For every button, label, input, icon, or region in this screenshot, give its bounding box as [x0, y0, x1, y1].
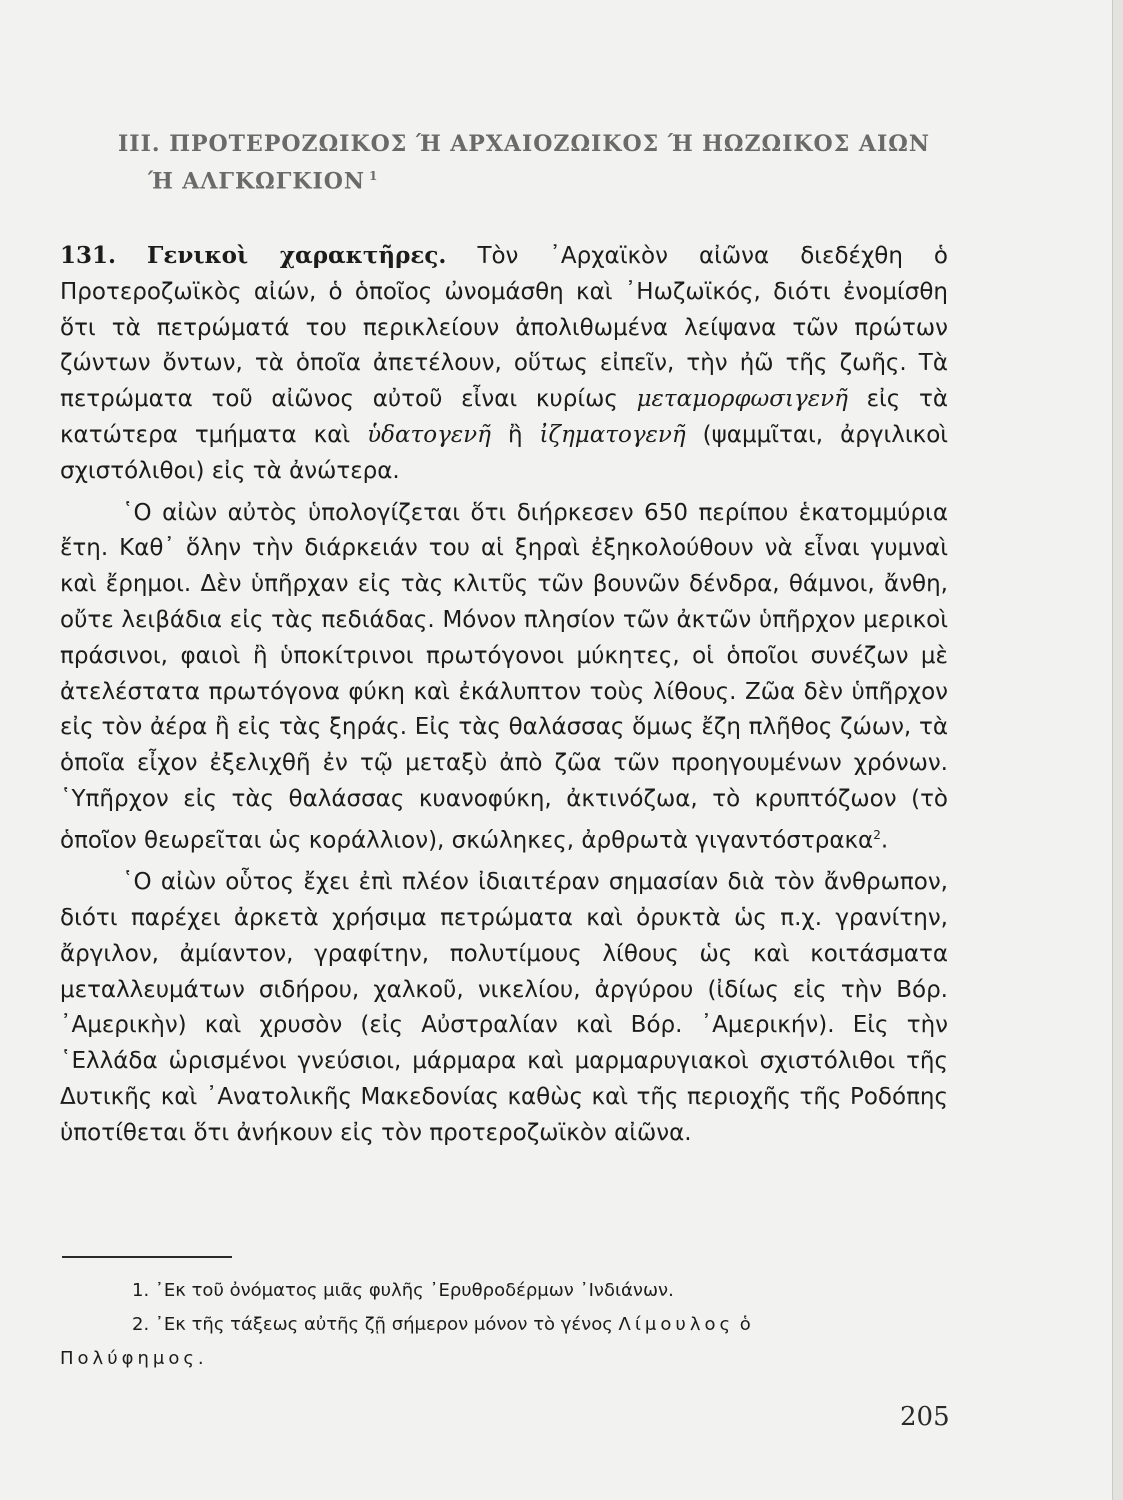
term-metamorphic: μεταμορφωσιγενῆ	[636, 386, 848, 413]
paragraph-3-text: ῾Ο αἰὼν οὗτος ἔχει ἐπὶ πλέον ἰδιαιτέραν σημασίαν διὰ τὸν ἄνθρωπον, διότι παρέχει ἀρκετὰ χρήσιμα πετρώματα καὶ ὀρυκτὰ ὡς π.χ. γρανίτην, ἄργιλον, ἀμίαντον, γραφίτην, πολυτίμους λίθους ὡς καὶ κοιτάσματα μεταλλευμάτων σιδήρου, χαλκοῦ, νικελίου, ἀργύρου (ἰδίως εἰς τὴν Βόρ. ᾿Αμερικὴν) καὶ χρυσὸν (εἰς Αὐστραλίαν καὶ Βόρ. ᾿Αμερικήν). Εἰς τὴν ῾Ελλάδα ὡρισμένοι γνεύσιοι, μάρμαρα καὶ μαρμαρυγιακοὶ σχιστόλιθοι τῆς Δυτικῆς καὶ ᾿Ανατολικῆς Μακεδονίας καθὼς καὶ τῆς περιοχῆς τῆς Ροδόπης ὑποτίθεται ὅτι ἀνήκουν εἰς τὸν προτεροζωϊκὸν αἰῶνα.	[60, 869, 948, 1146]
section-heading: Γενικοὶ χαρακτῆρες.	[147, 242, 447, 269]
footnote-divider	[62, 1256, 232, 1258]
paragraph-2-text: ῾Ο αἰὼν αὐτὸς ὑπολογίζεται ὅτι διήρκεσεν 650 περίπου ἑκατομμύρια ἔτη. Καθ᾿ ὅλην τὴν διάρκειάν του αἱ ξηραὶ ἐξηκολούθουν νὰ εἶναι γυμναὶ καὶ ἔρημοι. Δὲν ὑπῆρχαν εἰς τὰς κλιτῦς τῶν βουνῶν δένδρα, θάμνοι, ἄνθη, οὔτε λειβάδια εἰς τὰς πεδιάδας. Μόνον πλησίον τῶν ἀκτῶν ὑπῆρχον μερικοὶ πράσινοι, φαιοὶ ἢ ὑποκίτρινοι πρωτόγονοι μύκητες, οἱ ὁποῖοι συνέζων μὲ ἀτελέστατα πρωτόγονα φύκη καὶ ἐκάλυπτον τοὺς λίθους. Ζῶα δὲν ὑπῆρχον εἰς τὸν ἀέρα ἢ εἰς τὰς ξηράς. Εἰς τὰς θαλάσσας ὅμως ἔζη πλῆθος ζώων, τὰ ὁποῖα εἶχον ἐξελιχθῆ ἐν τῷ μεταξὺ ἀπὸ ζῶα τῶν προηγουμένων χρόνων. ῾Υπῆρχον εἰς τὰς θαλάσσας κυανοφύκη, ἀκτινόζωα, τὸ κρυπτόζωον (τὸ ὁποῖον θεωρεῖται ὡς κοράλλιον), σκώληκες, ἀρθρωτὰ γιγαντόστρακα	[60, 499, 948, 854]
footnote-2-genus: Λίμουλος	[618, 1314, 735, 1335]
footnote-2-species: Πολύφημος.	[60, 1348, 208, 1369]
chapter-title-line-2	[118, 160, 958, 197]
page-edge	[1112, 0, 1123, 1500]
footnotes	[60, 1274, 948, 1376]
footnote-2	[60, 1308, 948, 1342]
paragraph-1-text-c: ἢ	[507, 421, 523, 448]
paragraph-1-text-d: (ψαμμῖται, ἀργιλικοὶ σχιστόλιθοι) εἰς τὰ ἀνώτερα.	[60, 421, 949, 484]
footnote-2-text: 2. ᾿Εκ τῆς τάξεως αὐτῆς ζῇ σήμερον μόνον τὸ γένος	[132, 1314, 613, 1335]
paragraph-1-text-b: εἰς τὰ κατώτερα τμήματα καὶ	[60, 386, 948, 448]
chapter-title-line-1: III. ΠΡΟΤΕΡΟΖΩΙΚΟΣ Ή ΑΡΧΑΙΟΖΩΙΚΟΣ Ή ΗΩΖΩΙΚΟΣ ΑΙΩΝ	[118, 131, 930, 157]
paragraph-2-end: .	[880, 827, 889, 854]
footnote-2-article: ὁ	[739, 1314, 751, 1335]
paragraph-1-text-a: Τὸν ᾿Αρχαϊκὸν αἰῶνα διεδέχθη ὁ Προτεροζωϊκὸς αἰών, ὁ ὁποῖος ὠνομάσθη καὶ ᾿Ηωζωϊκός, διότι ἐνομίσθη ὅτι τὰ πετρώματά του περικλείουν ἀπολιθωμένα λείψανα τῶν πρώτων ζώντων ὄντων, τὰ ὁποῖα ἀπετέλουν, οὕτως εἰπεῖν, τὴν ἠῶ τῆς ζωῆς. Τὰ πετρώματα τοῦ αἰῶνος αὐτοῦ εἶναι κυρίως	[60, 243, 949, 413]
paragraph-1	[60, 238, 948, 490]
chapter-title	[118, 128, 958, 197]
term-sedimentary: ἰζηματογενῆ	[539, 421, 686, 448]
footnote-ref-2: 2	[873, 827, 881, 842]
term-aqueous: ὑδατογενῆ	[367, 421, 491, 448]
paragraph-2	[60, 496, 948, 860]
paragraph-3	[60, 865, 948, 1151]
page-number: 205	[900, 1402, 950, 1432]
main-text	[60, 238, 948, 1152]
chapter-title-line-2-text: Ή ΑΛΓΚΩΓΚΙΟΝ	[148, 168, 366, 195]
section-number: 131.	[60, 242, 117, 269]
footnote-1: 1. ᾿Εκ τοῦ ὀνόματος μιᾶς φυλῆς ᾿Ερυθροδέρμων ᾿Ινδιάνων.	[132, 1280, 674, 1301]
footnote-ref-1: 1	[369, 169, 379, 183]
